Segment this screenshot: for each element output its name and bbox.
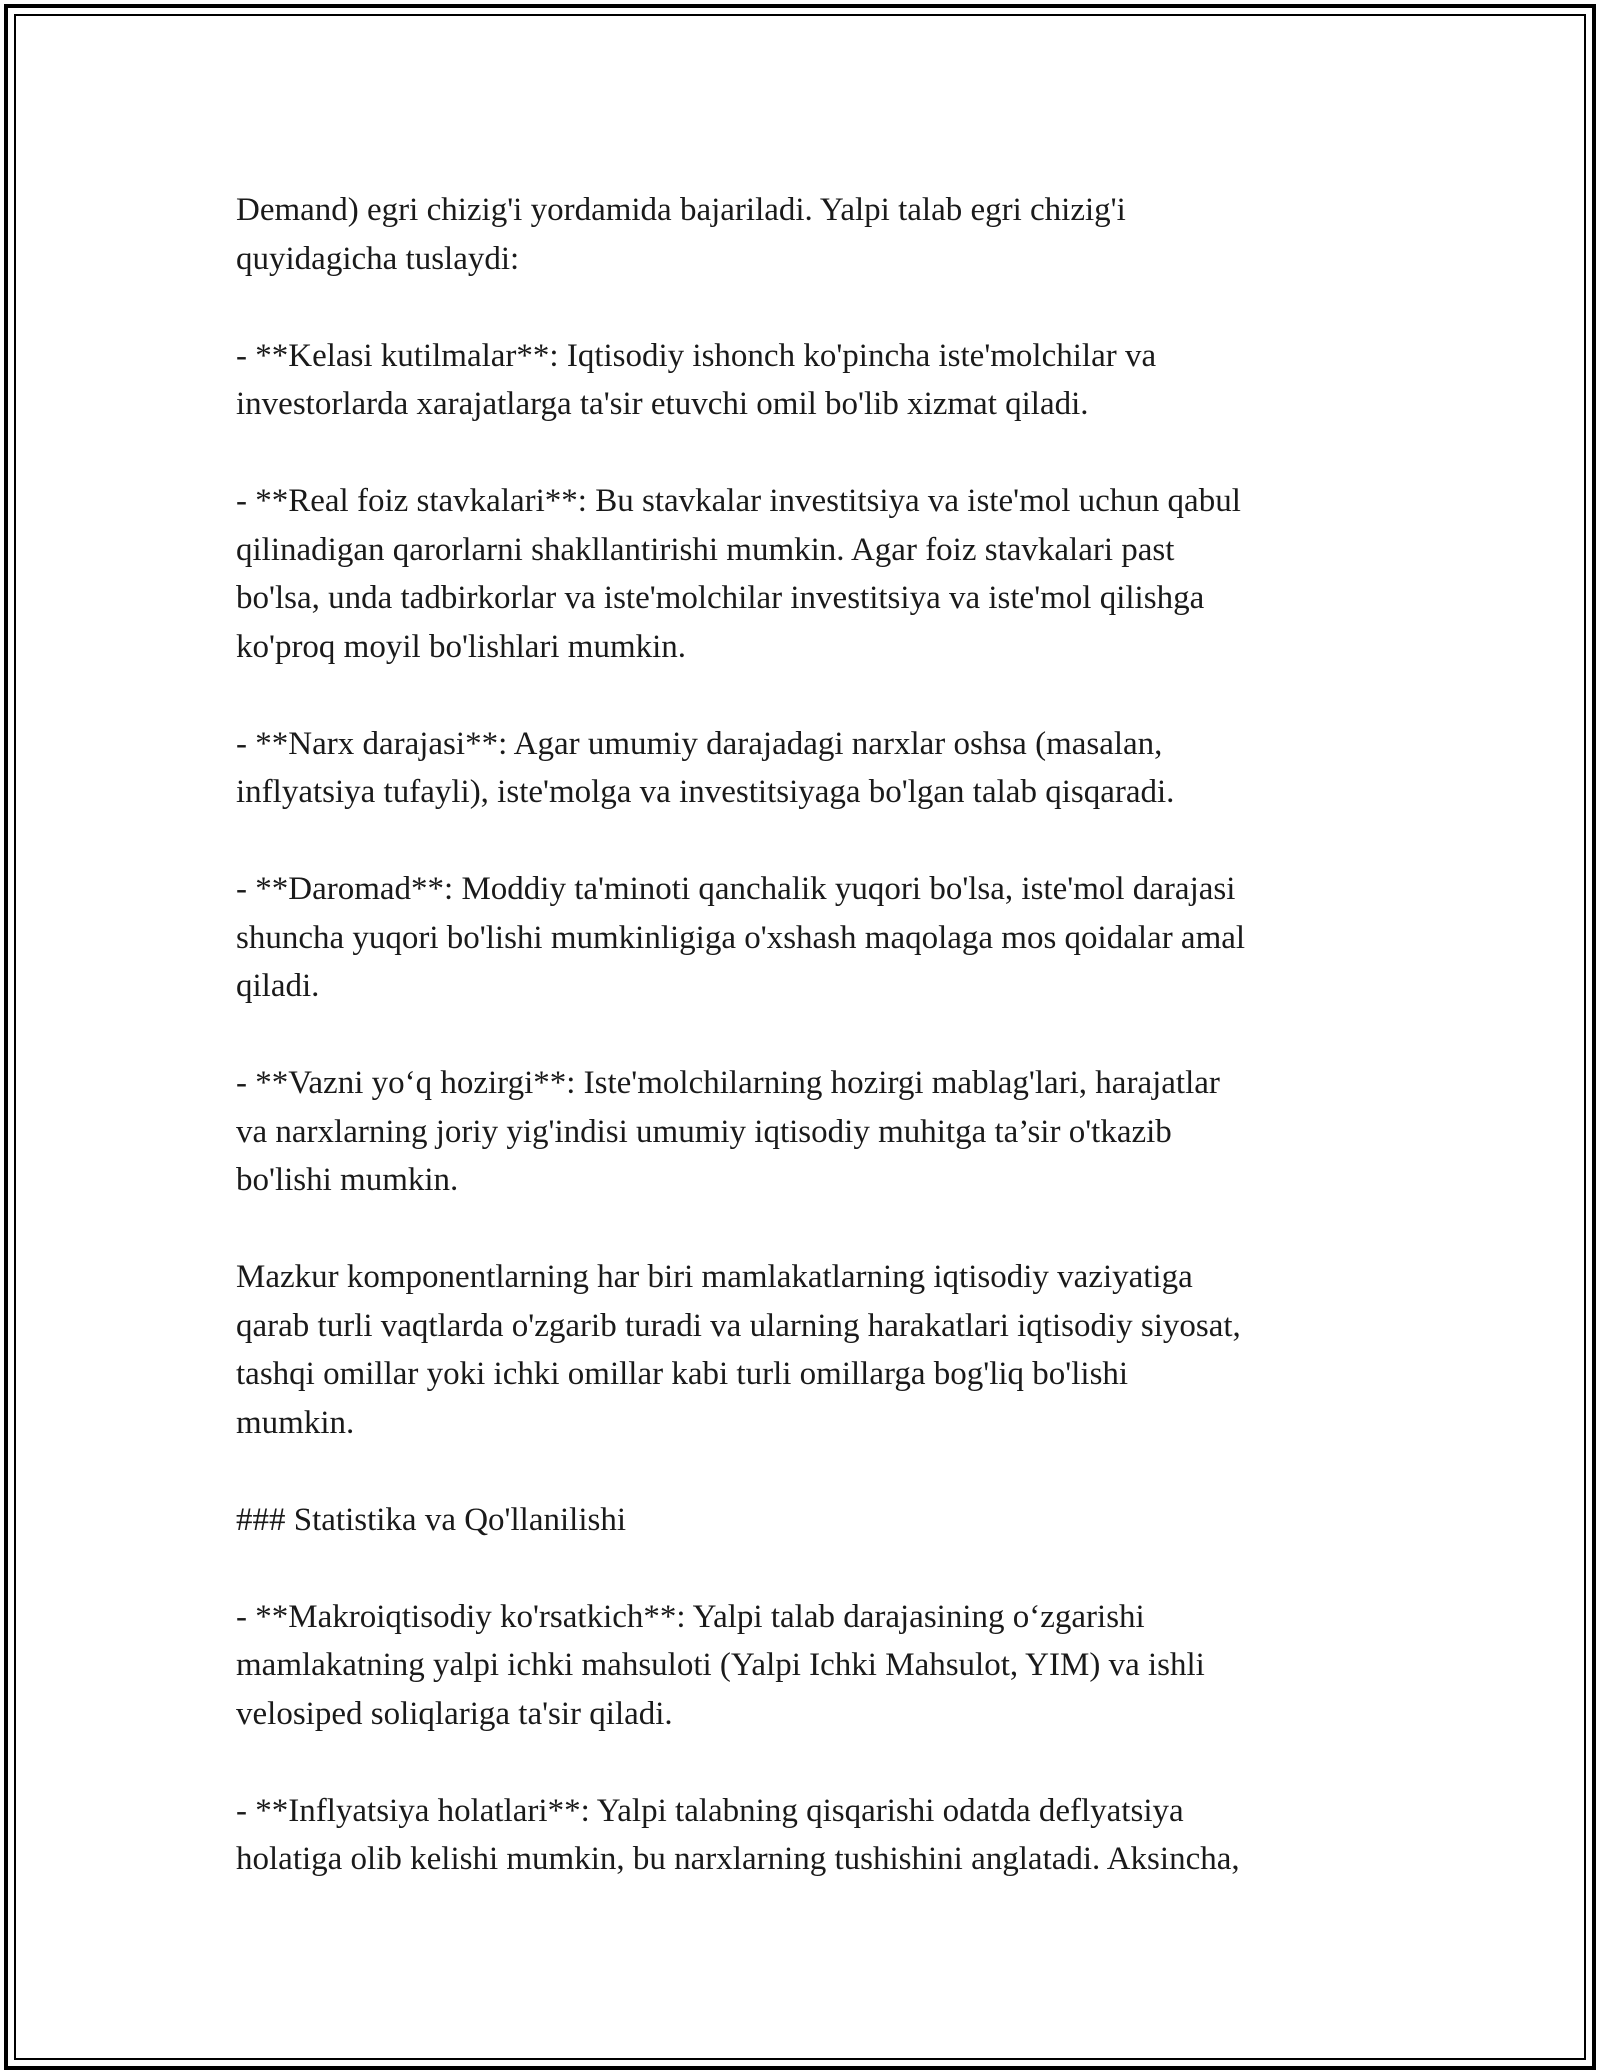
- list-item-real-foiz-stavkalari: - **Real foiz stavkalari**: Bu stavkalar investitsiya va iste'mol uchun qabul qilinadigan qarorlarni shakllantirishi mumkin. Agar foiz stavkalari past bo'lsa, unda tadbirkorlar va iste'molchilar investitsiya va iste'mol qilishga ko'proq moyil bo'lishlari mumkin.: [236, 483, 1241, 665]
- document-body: [236, 186, 1386, 1932]
- list-item-makroiqtisodiy: - **Makroiqtisodiy ko'rsatkich**: Yalpi talab darajasining o‘zgarishi mamlakatning yalpi ichki mahsuloti (Yalpi Ichki Mahsulot, YIM) va ishli velosiped soliqlariga ta'sir qiladi.: [236, 1598, 1205, 1732]
- list-item-daromad: - **Daromad**: Moddiy ta'minoti qanchalik yuqori bo'lsa, iste'mol darajasi shuncha yuqori bo'lishi mumkinligiga o'xshash maqolaga mos qoidalar amal qiladi.: [236, 871, 1246, 1004]
- section-heading: ### Statistika va Qo'llanilishi: [236, 1501, 627, 1538]
- list-item-kelasi-kutilmalar: - **Kelasi kutilmalar**: Iqtisodiy ishonch ko'pincha iste'molchilar va investorlarda xarajatlarga ta'sir etuvchi omil bo'lib xizmat qiladi.: [236, 337, 1157, 422]
- list-item-inflyatsiya: - **Inflyatsiya holatlari**: Yalpi talabning qisqarishi odatda deflyatsiya holatiga olib kelishi mumkin, bu narxlarning tushishini anglatadi. Aksincha,: [236, 1792, 1240, 1877]
- paragraph-intro: Demand) egri chizig'i yordamida bajariladi. Yalpi talab egri chizig'i quyidagicha tuslaydi:: [236, 192, 1126, 277]
- list-item-narx-darajasi: - **Narx darajasi**: Agar umumiy darajadagi narxlar oshsa (masalan, inflyatsiya tufayli), iste'molga va investitsiyaga bo'lgan talab qisqaradi.: [236, 725, 1175, 810]
- paragraph-summary: Mazkur komponentlarning har biri mamlakatlarning iqtisodiy vaziyatiga qarab turli vaqtlarda o'zgarib turadi va ularning harakatlari iqtisodiy siyosat, tashqi omillar yoki ichki omillar kabi turli omillarga bog'liq bo'lishi mumkin.: [236, 1259, 1241, 1441]
- list-item-vazni-yoq-hozirgi: - **Vazni yo‘q hozirgi**: Iste'molchilarning hozirgi mablag'lari, harajatlar va narxlarning joriy yig'indisi umumiy iqtisodiy muhitga ta’sir o'tkazib bo'lishi mumkin.: [236, 1065, 1220, 1198]
